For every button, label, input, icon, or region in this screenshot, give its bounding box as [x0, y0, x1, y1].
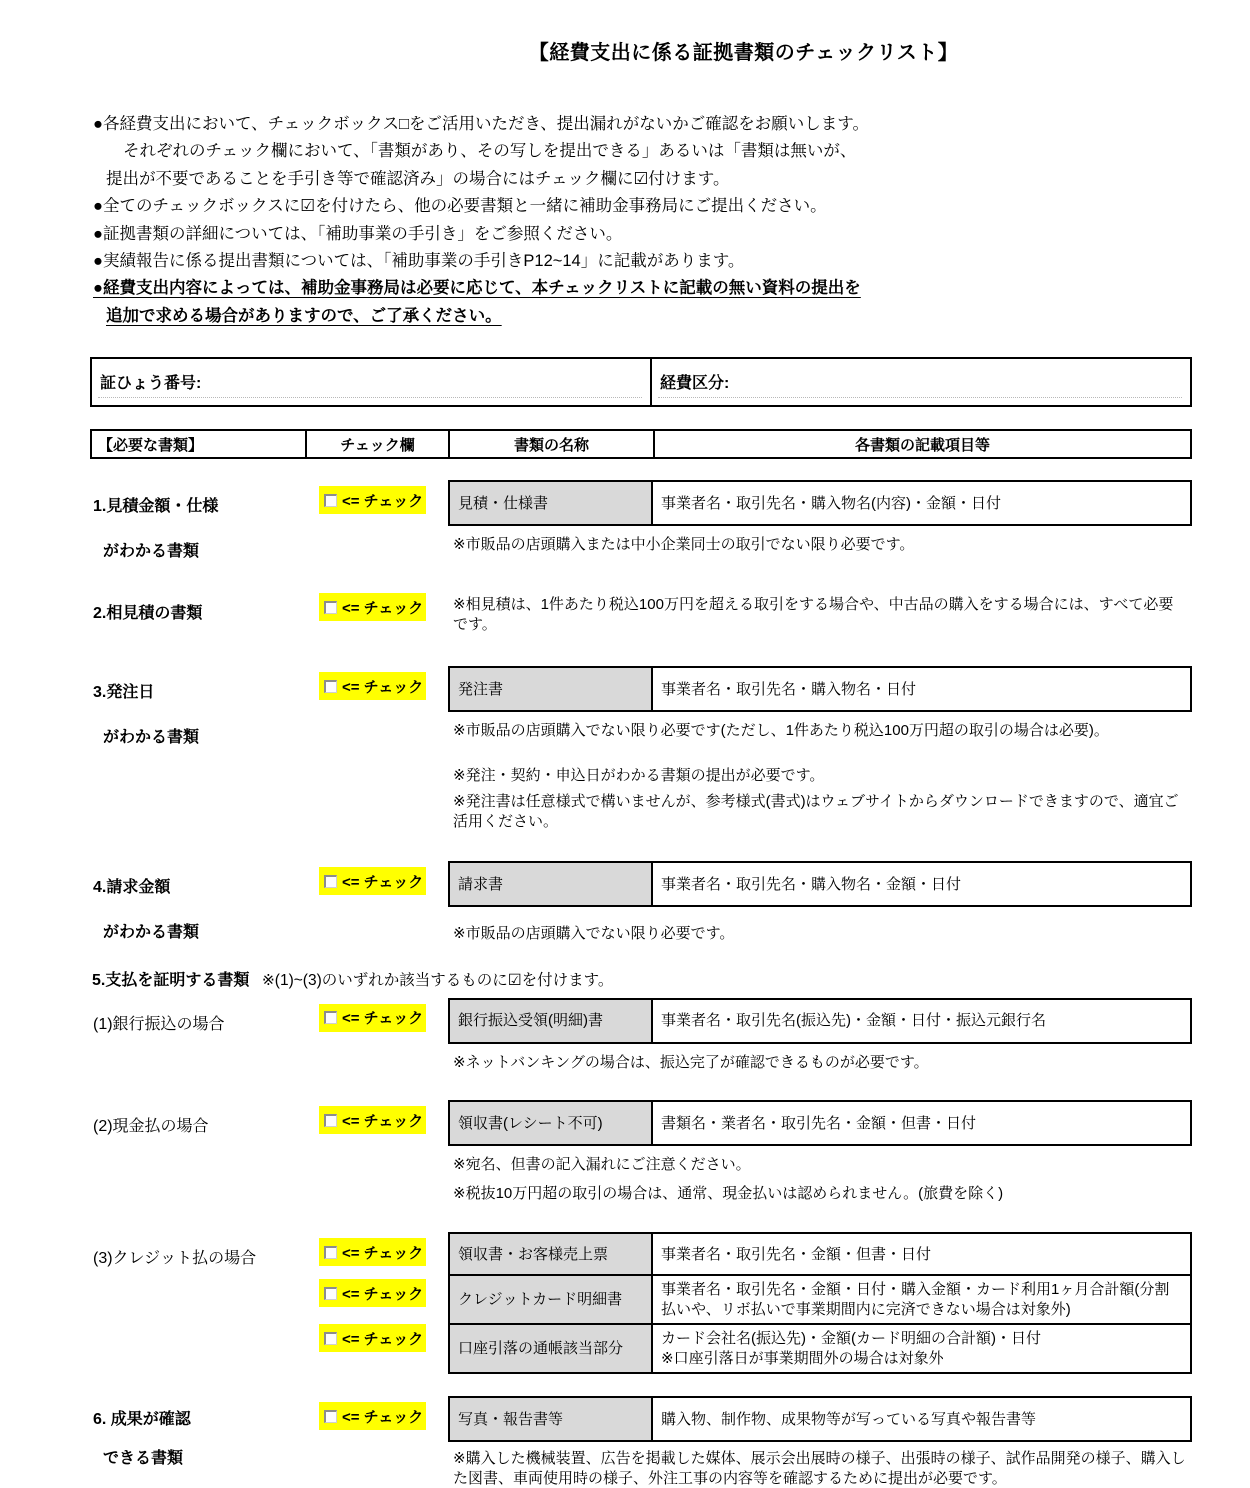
checkbox[interactable] [324, 1332, 337, 1345]
check-cell [319, 1402, 426, 1430]
row-note: ※市販品の店頭購入でない限り必要です(ただし、1件あたり税込100万円超の取引の場合は必要)。 [453, 722, 1109, 740]
doc-name-cell: 領収書(レシート不可) [450, 1102, 653, 1144]
row-label-2: できる書類 [103, 1450, 184, 1468]
check-cell [319, 593, 426, 621]
row-label: 1.見積金額・仕様 [93, 498, 219, 516]
check-hint-label: <= チェック [342, 1285, 424, 1303]
intro-line-emphasis: 追加で求める場合がありますので、ご了承ください。 [106, 306, 502, 325]
checkbox[interactable] [324, 494, 337, 507]
doc-items-cell: 事業者名・取引先名・購入物名・金額・日付 [661, 875, 962, 893]
doc-name-cell: クレジットカード明細書 [450, 1276, 653, 1323]
row-group-1 [90, 480, 1250, 561]
check-hint-label: <= チェック [342, 1408, 424, 1426]
check-hint-label: <= チェック [342, 599, 424, 617]
doc-items-cell: 事業者名・取引先名・購入物名(内容)・金額・日付 [661, 494, 1001, 512]
row-group-2 [90, 587, 1250, 634]
row-label: 4.請求金額 [93, 879, 171, 897]
row-note: ※税抜10万円超の取引の場合は、通常、現金払いは認められません。(旅費を除く) [453, 1184, 1004, 1202]
check-hint-label: <= チェック [342, 678, 424, 696]
expense-category-field[interactable] [658, 397, 1182, 398]
expense-category-label: 経費区分: [660, 375, 730, 393]
row-note: ※市販品の店頭購入でない限り必要です。 [453, 925, 735, 943]
intro-notes [93, 111, 1250, 330]
intro-line: ●全てのチェックボックスに☑を付けたら、他の必要書類と一緒に補助金事務局にご提出ください。 [93, 197, 827, 216]
row-note: ※発注書は任意様式で構いませんが、参考様式(書式)はウェブサイトからダウンロードできますので、適宜ご活用ください。 [453, 793, 1179, 830]
voucher-number-cell [92, 359, 650, 405]
checkbox[interactable] [324, 875, 337, 888]
checkbox[interactable] [324, 1011, 337, 1024]
intro-line-emphasis: ●経費支出内容によっては、補助金事務局は必要に応じて、本チェックリストに記載の無い資料の提出を [93, 279, 861, 298]
page-title: 【経費支出に係る証拠書類のチェックリスト】 [528, 42, 959, 64]
doc-name-cell: 請求書 [450, 863, 653, 905]
row-label: 2.相見積の書類 [93, 605, 203, 623]
doc-name-cell: 領収書・お客様売上票 [450, 1234, 653, 1274]
expense-category-cell [650, 359, 1190, 405]
checkbox[interactable] [324, 1410, 337, 1423]
check-cell [319, 867, 426, 895]
row-label: 6. 成果が確認 [93, 1411, 191, 1429]
row-label: 3.発注日 [93, 684, 155, 702]
doc-items-cell [653, 1325, 1190, 1372]
row-group-4 [90, 861, 1250, 944]
checkbox[interactable] [324, 1246, 337, 1259]
checkbox[interactable] [324, 601, 337, 614]
check-cell [319, 1106, 426, 1134]
header-check-column: チェック欄 [305, 431, 448, 457]
table-row [450, 1234, 1190, 1274]
doc-items-line: カード会社名(振込先)・金額(カード明細の合計額)・日付 [661, 1330, 1041, 1348]
intro-line: それぞれのチェック欄において、「書類があり、その写しを提出できる」あるいは「書類は無いが、 [123, 142, 857, 161]
row-group-5-2 [90, 1100, 1250, 1203]
row-label: (3)クレジット払の場合 [93, 1250, 257, 1268]
check-hint-label: <= チェック [342, 1330, 424, 1348]
intro-line: 提出が不要であることを手引き等で確認済み」の場合にはチェック欄に☑付けます。 [106, 169, 730, 188]
check-cell [319, 1324, 426, 1352]
doc-items-cell: 事業者名・取引先名・購入物名・日付 [661, 680, 917, 698]
row-note: ※宛名、但書の記入漏れにご注意ください。 [453, 1156, 751, 1174]
section-5-heading [92, 967, 1250, 990]
check-hint-label: <= チェック [342, 1112, 424, 1130]
row-group-6 [90, 1396, 1250, 1488]
row-group-5-1 [90, 998, 1250, 1073]
row-label-2: がわかる書類 [103, 543, 200, 561]
intro-line: ●証拠書類の詳細については、「補助事業の手引き」をご参照ください。 [93, 224, 623, 243]
row-note: ※相見積は、1件あたり税込100万円を超える取引をする場合や、中古品の購入をする場合には、すべて必要です。 [453, 596, 1174, 633]
row-group-3 [90, 666, 1250, 831]
doc-items-cell: 事業者名・取引先名・金額・但書・日付 [661, 1245, 932, 1263]
section-5-title: 5.支払を証明する書類 [92, 971, 250, 989]
check-cell [319, 486, 426, 514]
section-5-instruction: ※(1)~(3)のいずれか該当するものに☑を付けます。 [261, 971, 614, 989]
intro-line: ●各経費支出において、チェックボックス□をご活用いただき、提出漏れがないかご確認をお願いします。 [93, 115, 869, 133]
row-label: (2)現金払の場合 [93, 1118, 209, 1136]
row-label: (1)銀行振込の場合 [93, 1015, 225, 1033]
check-cell [319, 1004, 426, 1032]
voucher-number-label: 証ひょう番号: [100, 375, 202, 393]
row-note: ※市販品の店頭購入または中小企業同士の取引でない限り必要です。 [453, 536, 915, 554]
voucher-number-field[interactable] [98, 397, 642, 398]
intro-line: ●実績報告に係る提出書類については、「補助事業の手引きP12~14」に記載があります。 [93, 252, 745, 271]
row-note: ※発注・契約・申込日がわかる書類の提出が必要です。 [453, 766, 825, 784]
header-required-docs: 【必要な書類】 [98, 436, 204, 454]
check-cell [319, 672, 426, 700]
checkbox[interactable] [324, 680, 337, 693]
header-doc-name: 書類の名称 [448, 431, 653, 457]
row-group-5-3 [90, 1232, 1250, 1374]
doc-name-cell: 写真・報告書等 [450, 1398, 653, 1440]
row-label-2: がわかる書類 [103, 729, 200, 747]
check-hint-label: <= チェック [342, 1010, 424, 1028]
table-row [450, 1274, 1190, 1323]
doc-name-cell: 銀行振込受領(明細)書 [450, 1000, 653, 1042]
doc-items-cell: 事業者名・取引先名(振込先)・金額・日付・振込元銀行名 [661, 1012, 1046, 1029]
voucher-header-table [90, 357, 1192, 407]
row-note: ※ネットバンキングの場合は、振込完了が確認できるものが必要です。 [453, 1053, 929, 1071]
check-hint-label: <= チェック [342, 873, 424, 891]
check-cell [319, 1279, 426, 1307]
check-cell [319, 1238, 426, 1266]
doc-name-cell: 見積・仕様書 [450, 482, 653, 524]
doc-items-cell: 書類名・業者名・取引先名・金額・但書・日付 [661, 1114, 977, 1132]
doc-items-cell: 事業者名・取引先名・金額・日付・購入金額・カード利用1ヶ月合計額(分割払いや、リボ払いで事業期間内に完済できない場合は対象外) [661, 1281, 1170, 1318]
checkbox[interactable] [324, 1287, 337, 1300]
doc-items-cell: 購入物、制作物、成果物等が写っている写真や報告書等 [661, 1410, 1037, 1428]
header-doc-items: 各書類の記載項目等 [653, 431, 1190, 457]
check-hint-label: <= チェック [342, 492, 424, 510]
doc-name-cell: 発注書 [450, 668, 653, 710]
row-note: ※購入した機械装置、広告を掲載した媒体、展示会出展時の様子、出張時の様子、試作品開発の様子、購入した図書、車両使用時の様子、外注工事の内容等を確認するために提出が必要です。 [453, 1450, 1186, 1487]
table-row [450, 1323, 1190, 1372]
row-label-2: がわかる書類 [103, 924, 200, 942]
table-header-row [90, 429, 1192, 459]
doc-name-cell: 口座引落の通帳該当部分 [450, 1325, 653, 1372]
doc-items-note: ※口座引落日が事業期間外の場合は対象外 [661, 1349, 944, 1367]
checkbox[interactable] [324, 1114, 337, 1127]
check-hint-label: <= チェック [342, 1244, 424, 1262]
